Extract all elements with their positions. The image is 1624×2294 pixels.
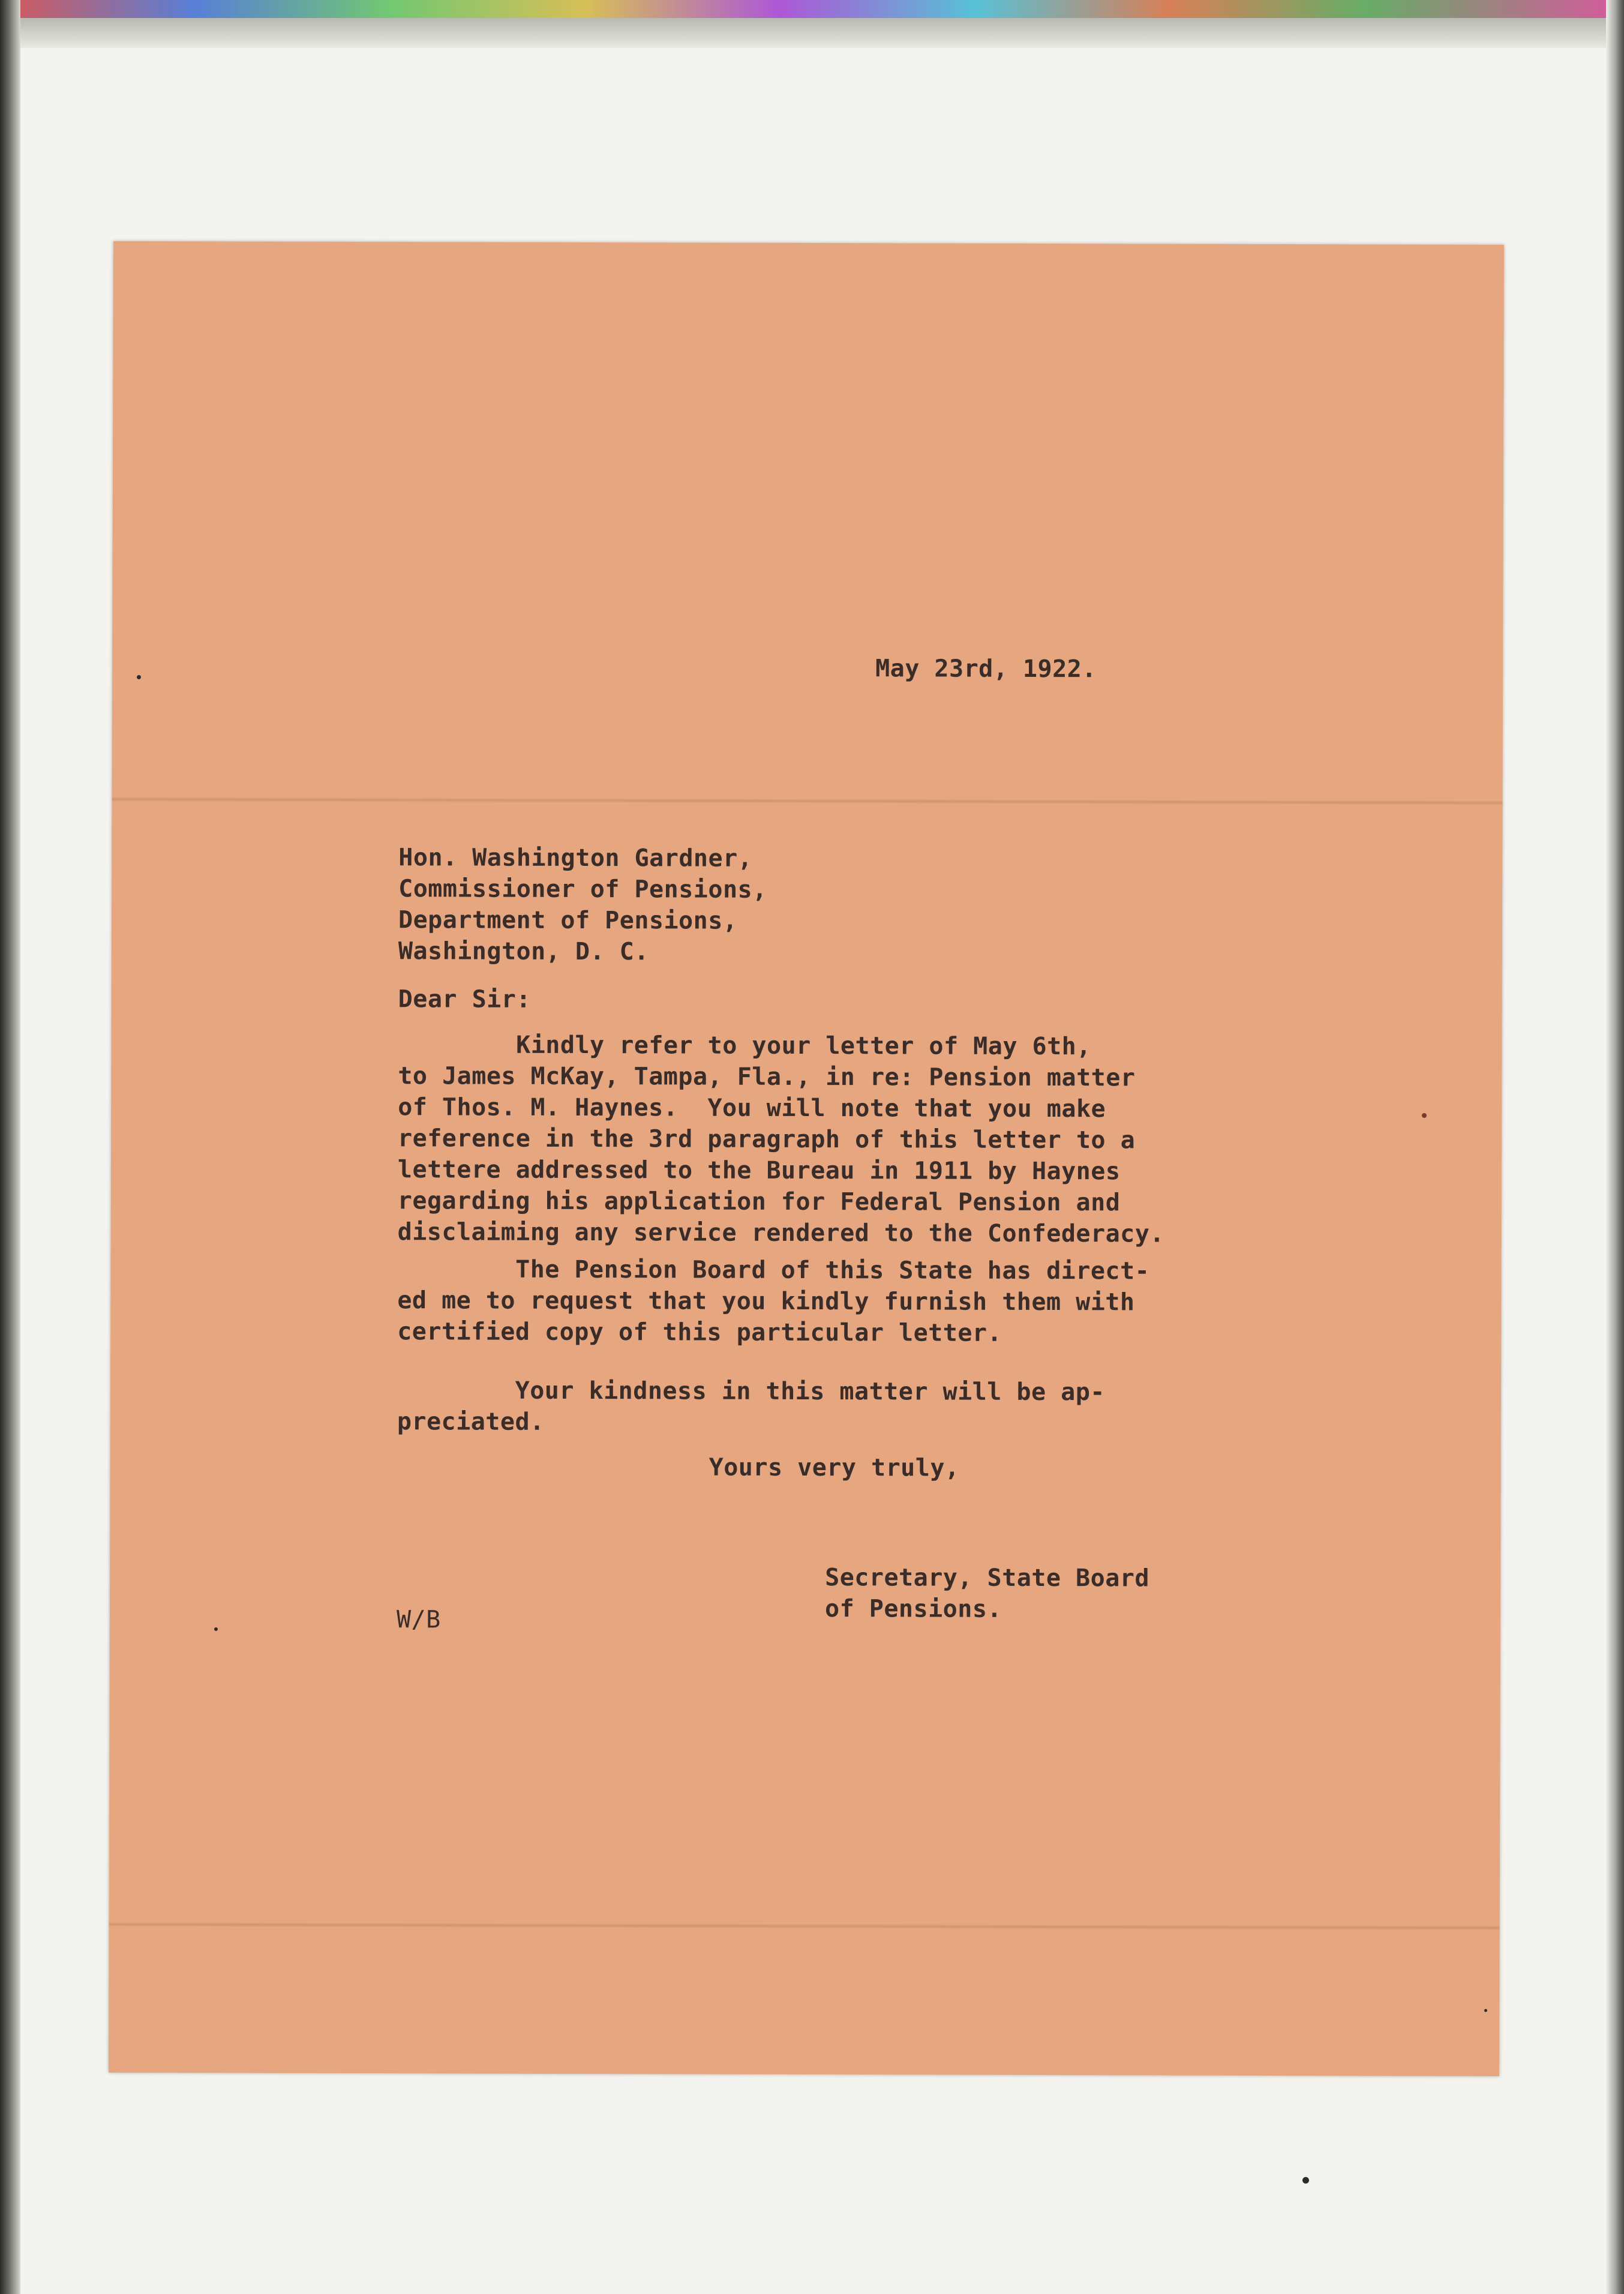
- dust-speck: [1302, 2177, 1309, 2184]
- paper-fold-line: [109, 1922, 1500, 1930]
- scanner-color-strip: [0, 0, 1624, 18]
- address-line: Hon. Washington Gardner,: [398, 844, 753, 872]
- dust-speck: [137, 675, 141, 679]
- typist-initials: W/B: [396, 1606, 441, 1634]
- dust-speck: [214, 1627, 218, 1631]
- body-paragraph-2: The Pension Board of this State has direct- ed me to request that you kindly furnish them with certified copy of this particular letter.: [397, 1255, 1150, 1347]
- scanner-shadow: [0, 18, 1624, 48]
- letter-date: May 23rd, 1922.: [875, 655, 1097, 683]
- body-paragraph-3: Your kindness in this matter will be ap- preciated.: [397, 1377, 1105, 1436]
- recipient-address: [398, 842, 767, 968]
- signature-block: [825, 1562, 1149, 1625]
- letter-page: [109, 241, 1504, 2076]
- scanner-right-edge: [1606, 0, 1624, 2294]
- dust-speck: [1422, 1113, 1427, 1118]
- address-line: Commissioner of Pensions,: [398, 875, 767, 904]
- salutation: Dear Sir:: [398, 985, 532, 1013]
- body-paragraph-1: Kindly refer to your letter of May 6th, to James McKay, Tampa, Fla., in re: Pension matter of Thos. M. Haynes. You will note that you make reference in the 3rd paragraph of this letter to a lettere addressed to the Bureau in 1911 by Haynes regarding his application for Federal Pension and disclaiming any service rendered to the Confederacy.: [397, 1031, 1164, 1248]
- paper-fold-line: [112, 797, 1503, 805]
- address-line: Department of Pensions,: [398, 906, 738, 935]
- dust-speck: [1484, 2009, 1487, 2012]
- address-line: Washington, D. C.: [398, 937, 649, 966]
- scanner-left-edge: [0, 0, 20, 2294]
- signature-line: of Pensions.: [824, 1595, 1002, 1623]
- complimentary-close: Yours very truly,: [709, 1453, 960, 1482]
- signature-line: Secretary, State Board: [825, 1564, 1150, 1593]
